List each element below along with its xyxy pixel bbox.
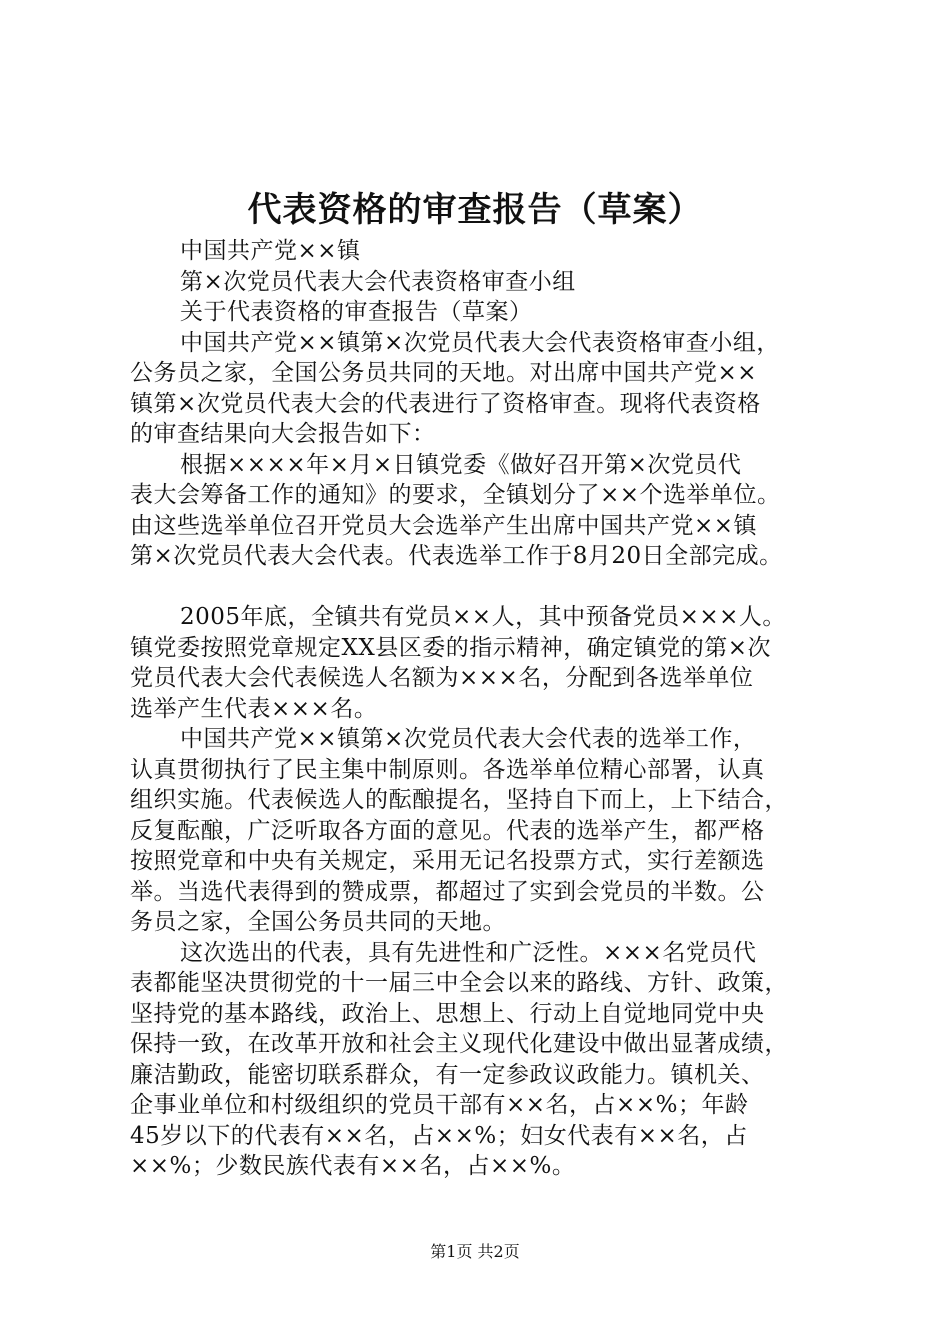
paragraph-line: 表大会筹备工作的通知》的要求，全镇划分了××个选举单位。 (130, 482, 781, 508)
paragraph-line: 保持一致，在改革开放和社会主义现代化建设中做出显著成绩， (130, 1031, 788, 1057)
paragraph-line: 选举产生代表×××名。 (130, 695, 378, 722)
paragraph-4 (130, 724, 830, 938)
document-body (130, 236, 830, 1182)
paragraph-line: 根据××××年×月×日镇党委《做好召开第×次党员代 (180, 451, 742, 478)
paragraph-line: 举。当选代表得到的赞成票，都超过了实到会党员的半数。公 (130, 878, 765, 905)
paragraph-line: 中国共产党××镇第×次党员代表大会代表资格审查小组， (180, 329, 780, 356)
paragraph-line: 45岁以下的代表有××名，占××%；妇女代表有××名，占 (130, 1122, 748, 1149)
paragraph-2 (130, 450, 830, 572)
paragraph-line: 表都能坚决贯彻党的十一届三中全会以来的路线、方针、政策， (130, 970, 788, 996)
blank-line (130, 572, 830, 603)
paragraph-line: 2005年底，全镇共有党员××人，其中预备党员×××人。 (180, 604, 786, 630)
paragraph-line: 反复酝酿，广泛听取各方面的意见。代表的选举产生，都严格 (130, 817, 765, 844)
paragraph-line: 按照党章和中央有关规定，采用无记名投票方式，实行差额选 (130, 848, 765, 874)
paragraph-line: 企事业单位和村级组织的党员干部有××名，占××%；年龄 (130, 1092, 749, 1118)
paragraph-line: 这次选出的代表，具有先进性和广泛性。×××名党员代 (180, 939, 757, 966)
heading-line: 第×次党员代表大会代表资格审查小组 (180, 268, 576, 295)
paragraph-line: 组织实施。代表候选人的酝酿提名，坚持自下而上，上下结合， (130, 787, 788, 813)
document-title: 代表资格的审查报告（草案） (247, 190, 703, 230)
paragraph-line: 务员之家，全国公务员共同的天地。 (130, 909, 506, 935)
paragraph-line: 中国共产党××镇第×次党员代表大会代表的选举工作， (180, 726, 757, 752)
paragraph-3 (130, 602, 830, 724)
paragraph-line: 认真贯彻执行了民主集中制原则。各选举单位精心部署，认真 (130, 756, 765, 783)
heading-line: 中国共产党××镇 (180, 238, 361, 264)
paragraph-line: 廉洁勤政，能密切联系群众，有一定参政议政能力。镇机关、 (130, 1061, 765, 1088)
paragraph-line: 党员代表大会代表候选人名额为×××名，分配到各选举单位 (130, 665, 754, 691)
page-footer: 第1页 共2页 (430, 1242, 520, 1261)
paragraph-line: 镇第×次党员代表大会的代表进行了资格审查。现将代表资格 (130, 390, 761, 417)
paragraph-line: 的审查结果向大会报告如下： (130, 421, 436, 447)
paragraph-line: 由这些选举单位召开党员大会选举产生出席中国共产党××镇 (130, 512, 758, 539)
paragraph-line: 坚持党的基本路线，政治上、思想上、行动上自觉地同党中央 (130, 1000, 765, 1027)
paragraph-1 (130, 328, 830, 450)
paragraph-line: 公务员之家，全国公务员共同的天地。对出席中国共产党×× (130, 360, 758, 386)
heading-line: 关于代表资格的审查报告（草案） (180, 299, 533, 325)
paragraph-line: 镇党委按照党章规定XX县区委的指示精神，确定镇党的第×次 (130, 634, 772, 661)
paragraph-5 (130, 938, 830, 1182)
paragraph-line: 第×次党员代表大会代表。代表选举工作于8月20日全部完成。 (130, 543, 783, 569)
paragraph-line: ××%；少数民族代表有××名，占××%。 (130, 1153, 576, 1179)
